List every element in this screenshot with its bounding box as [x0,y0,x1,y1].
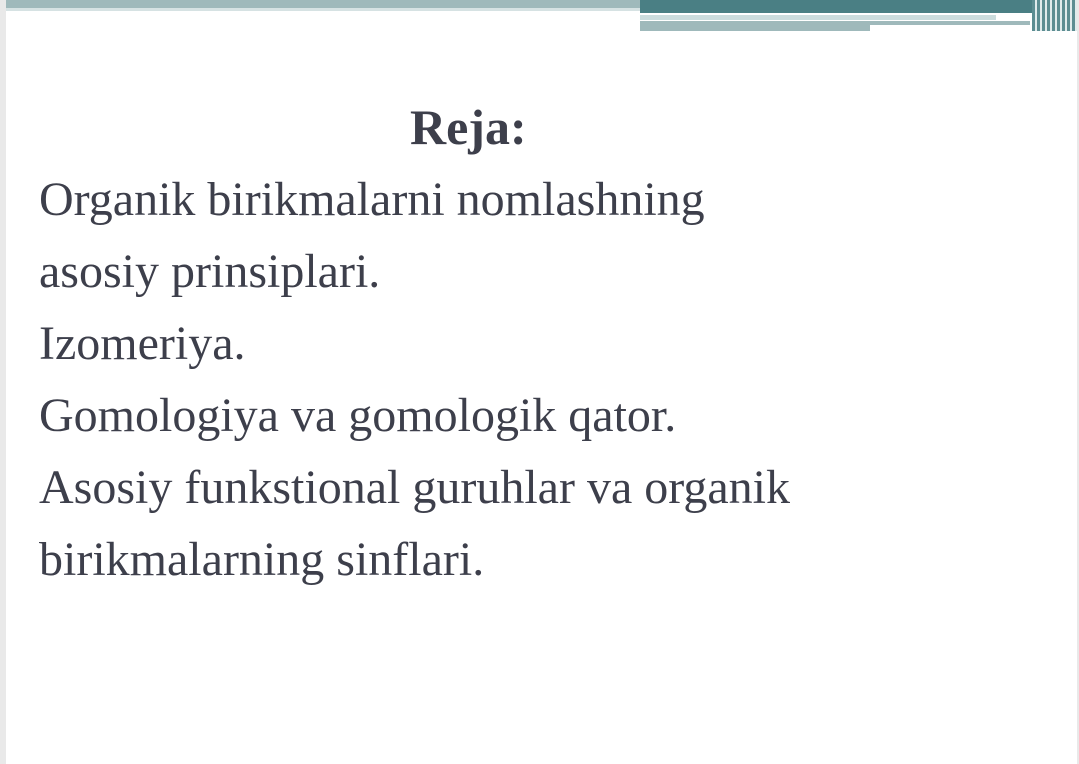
plan-line: Asosiy funkstional guruhlar va organik [39,461,791,514]
slide [6,0,1077,764]
decorative-stripes [1032,0,1077,31]
plan-line: birikmalarning sinflari. [39,533,485,586]
slide-title: Reja: [410,99,527,155]
top-decorative-line-left [6,8,640,11]
slide-content [39,92,1039,596]
plan-line: Izomeriya. [39,317,246,370]
top-decorative-bar-left [6,0,640,8]
plan-line: asosiy prinsiplari. [39,245,381,298]
decorative-bar-right-mid [640,21,870,31]
decorative-line-right-mid [870,21,1030,25]
decorative-line-right-light [640,15,996,20]
top-decorative-bar-right [640,0,1077,13]
plan-line: Gomologiya va gomologik qator. [39,389,677,442]
plan-line: Organik birikmalarni nomlashning [39,173,705,226]
